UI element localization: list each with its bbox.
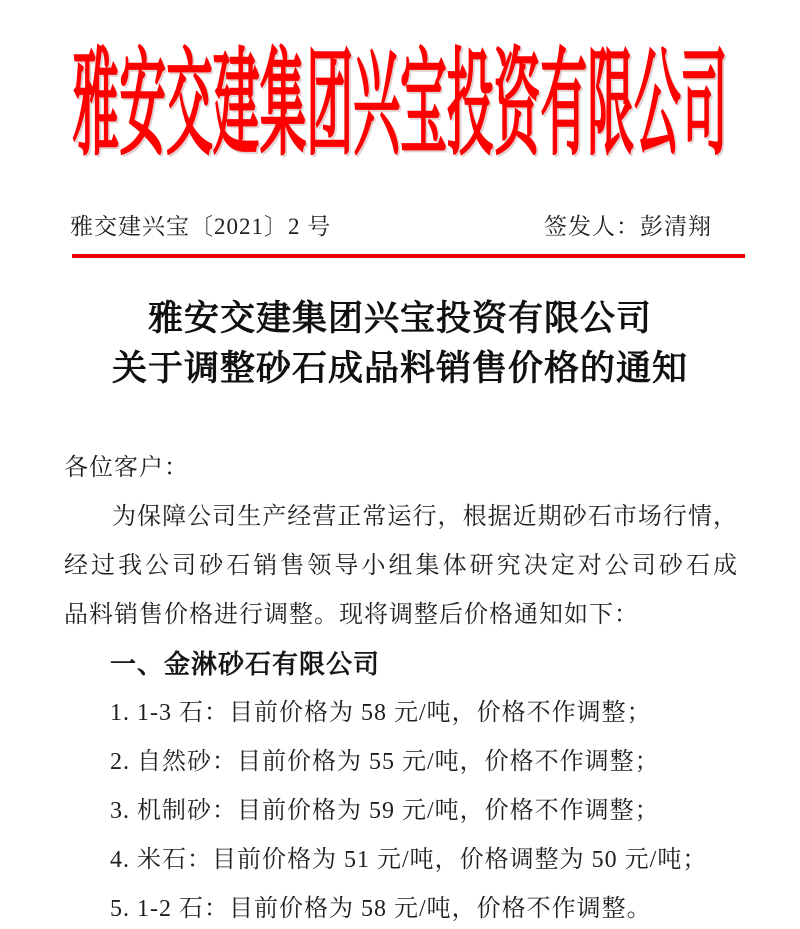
doc-title [0, 294, 800, 394]
issuer-line: 签发人：彭清翔 [544, 214, 712, 239]
section-heading: 一、金淋砂石有限公司 [110, 649, 381, 679]
paragraph-line: 经过我公司砂石销售领导小组集体研究决定对公司砂石成 [64, 553, 738, 579]
paragraph-line: 为保障公司生产经营正常运行，根据近期砂石市场行情， [112, 504, 738, 530]
meta-row [70, 212, 744, 242]
doc-title-line-2: 关于调整砂石成品料销售价格的通知 [111, 349, 688, 388]
price-item: 1. 1-3 石：目前价格为 58 元/吨，价格不作调整； [110, 700, 652, 726]
company-name-banner: 雅安交建集团兴宝投资有限公司 [72, 42, 728, 171]
doc-number: 雅交建兴宝〔2021〕2 号 [70, 214, 332, 239]
red-divider-rule [72, 254, 745, 258]
price-item: 4. 米石：目前价格为 51 元/吨，价格调整为 50 元/吨； [110, 847, 708, 873]
price-item: 5. 1-2 石：目前价格为 58 元/吨，价格不作调整。 [110, 896, 652, 922]
letterhead-banner [0, 0, 800, 186]
paragraph-line: 品料销售价格进行调整。现将调整后价格通知如下： [64, 602, 639, 628]
salutation: 各位客户： [64, 455, 189, 481]
price-list [64, 689, 738, 929]
price-item: 2. 自然砂：目前价格为 55 元/吨，价格不作调整； [110, 749, 660, 775]
document-body [64, 444, 738, 929]
doc-title-line-1: 雅安交建集团兴宝投资有限公司 [147, 299, 652, 338]
price-item: 3. 机制砂：目前价格为 59 元/吨，价格不作调整； [110, 798, 660, 824]
paragraph [64, 493, 738, 640]
